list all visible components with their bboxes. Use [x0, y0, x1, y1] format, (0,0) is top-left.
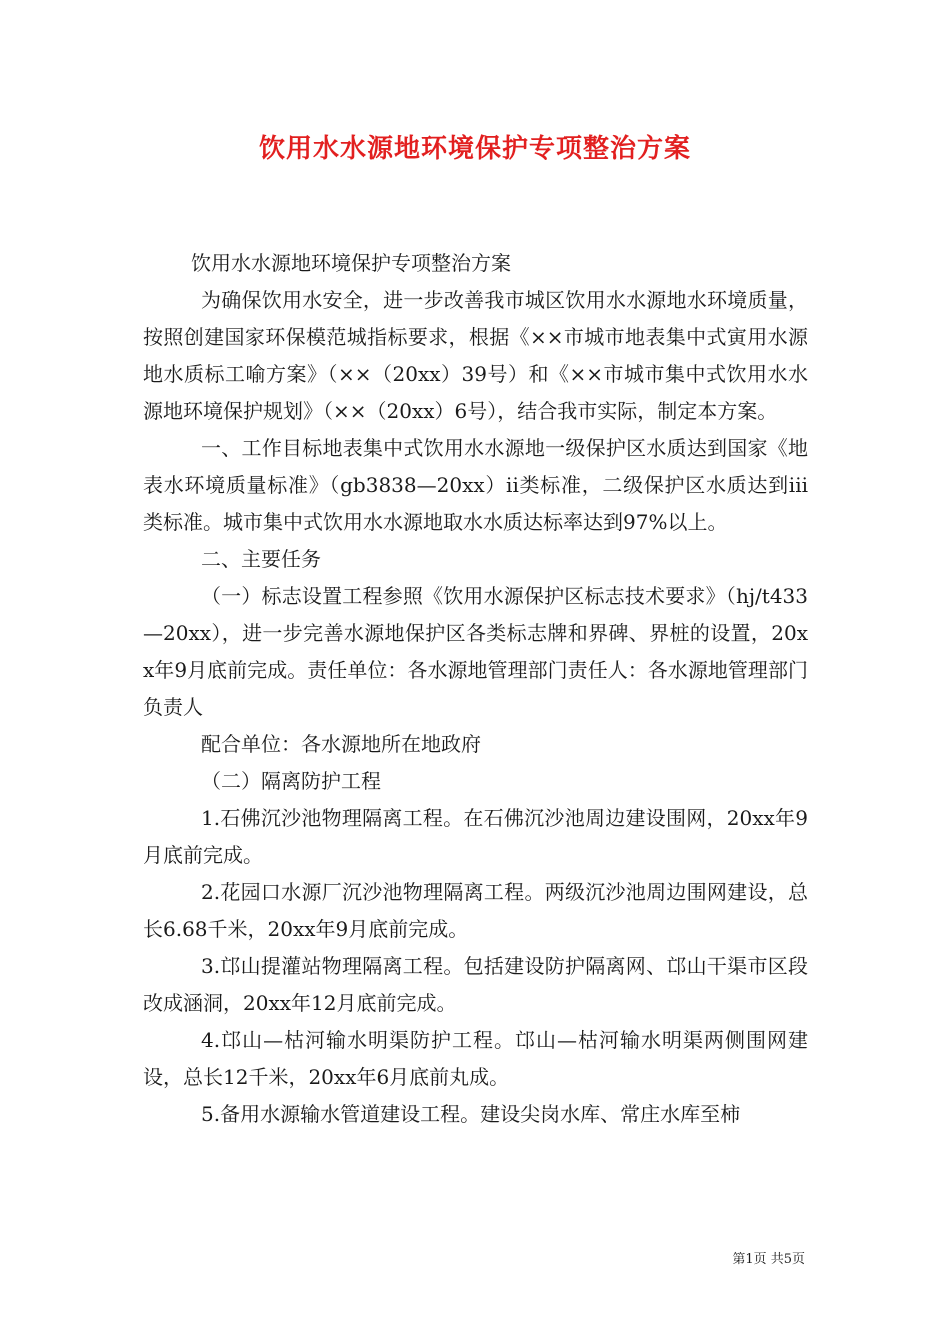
paragraph-item-1: 1.石佛沉沙池物理隔离工程。在石佛沉沙池周边建设围网，20xx年9月底前完成。: [143, 806, 808, 867]
paragraph-subtitle: 饮用水水源地环境保护专项整治方案: [191, 251, 511, 275]
paragraph-item-4: 4.邙山—枯河输水明渠防护工程。邙山—枯河输水明渠两侧围网建设，总长12千米，20xx年6月底前丸成。: [143, 1028, 808, 1089]
paragraph-sign-setup: （一）标志设置工程参照《饮用水源保护区标志技术要求》（hj/t433—20xx），进一步完善水源地保护区各类标志牌和界碑、界桩的设置，20xx年9月底前完成。责任单位：各水源地管理部门责任人：各水源地管理部门负责人: [143, 584, 808, 719]
paragraph-intro: 为确保饮用水安全，进一步改善我市城区饮用水水源地水环境质量，按照创建国家环保模范城指标要求，根据《××市城市地表集中式寅用水源地水质标工喻方案》（××（20xx）39号）和《××市城市集中式饮用水水源地环境保护规划》（××（20xx）6号），结合我市实际，制定本方案。: [143, 288, 808, 423]
paragraph-item-2: 2.花园口水源厂沉沙池物理隔离工程。两级沉沙池周边围网建设，总长6.68千米，20xx年9月底前完成。: [143, 880, 808, 941]
paragraph-main-tasks-heading: 二、主要任务: [201, 547, 321, 571]
paragraph-cooperating-unit: 配合单位：各水源地所在地政府: [201, 732, 481, 756]
document-body: [143, 245, 808, 1133]
page-number: 第1页 共5页: [732, 1252, 805, 1267]
document-title: 饮用水水源地环境保护专项整治方案: [258, 134, 691, 164]
paragraph-goals: 一、工作目标地表集中式饮用水水源地一级保护区水质达到国家《地表水环境质量标准》（gb3838—20xx）ii类标准，二级保护区水质达到iii类标准。城市集中式饮用水水源地取水水质达标率达到97%以上。: [143, 436, 808, 534]
paragraph-item-3: 3.邙山提灌站物理隔离工程。包括建设防护隔离网、邙山干渠市区段改成涵洞，20xx年12月底前完成。: [143, 954, 808, 1015]
paragraph-isolation-heading: （二）隔离防护工程: [201, 769, 381, 793]
paragraph-item-5: 5.备用水源输水管道建设工程。建设尖岗水库、常庄水库至柿: [201, 1102, 741, 1126]
